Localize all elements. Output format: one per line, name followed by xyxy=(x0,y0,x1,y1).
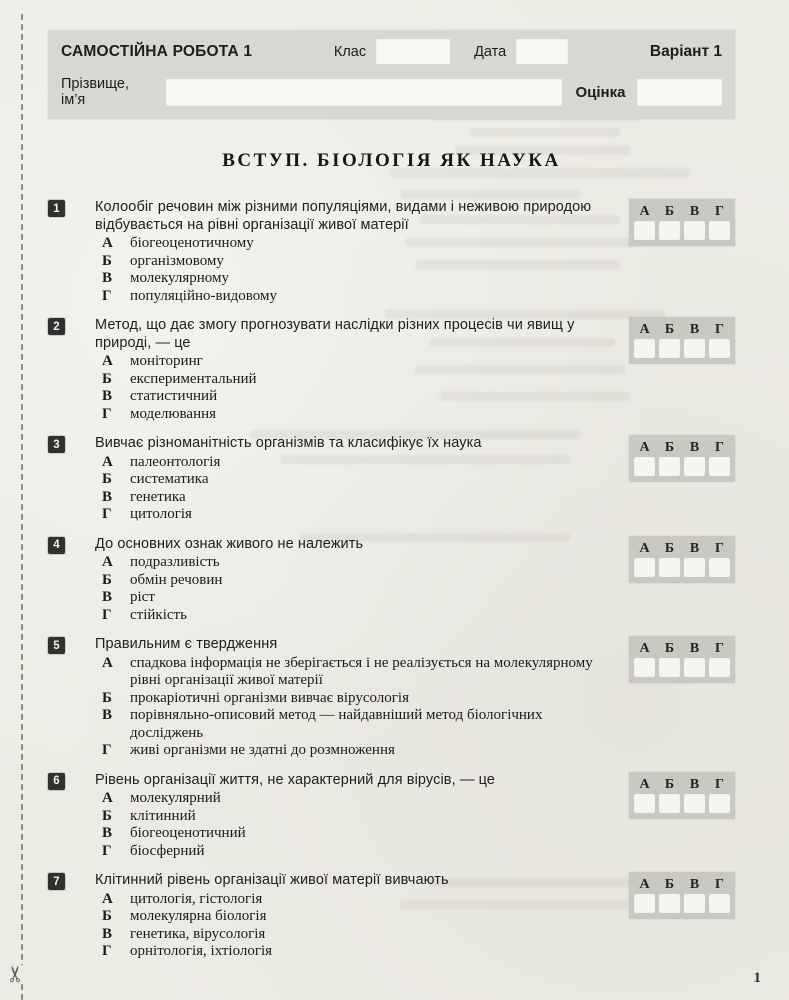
option-text: стійкість xyxy=(130,606,187,623)
option-text: цитологія, гістологія xyxy=(130,890,263,907)
answer-option xyxy=(95,825,611,843)
answer-checkbox[interactable] xyxy=(659,894,680,913)
answer-grid-letter: А xyxy=(639,204,650,219)
answer-grid-letter: Г xyxy=(715,204,724,219)
answer-option xyxy=(95,943,611,961)
worksheet-header xyxy=(48,30,735,119)
option-text: прокаріотичні організми вивчає вірусологія xyxy=(130,689,410,706)
question-number-badge: 5 xyxy=(48,637,65,654)
answer-option xyxy=(95,235,611,253)
option-letter: Г xyxy=(102,287,112,304)
question-body xyxy=(95,199,625,305)
answer-option xyxy=(95,891,611,909)
option-text: живі організми не здатні до розмноження xyxy=(130,742,395,758)
answer-grid-letter: А xyxy=(639,776,650,792)
answer-checkbox[interactable] xyxy=(634,457,655,476)
answer-option xyxy=(95,572,611,590)
answer-option xyxy=(95,742,611,760)
answer-checkbox[interactable] xyxy=(709,558,730,577)
option-text: біосферний xyxy=(130,842,205,859)
answer-checkbox[interactable] xyxy=(709,794,730,813)
answer-grid-boxes xyxy=(634,558,730,577)
answer-option xyxy=(95,253,611,271)
question-stem: Вивчає різноманітність організмів та класифікує їх наука xyxy=(95,435,482,451)
option-letter: Б xyxy=(102,689,112,706)
option-letter: А xyxy=(102,554,113,570)
question-options xyxy=(95,655,611,760)
question-stem: Клітинний рівень організації живої матерії вивчають xyxy=(95,872,449,888)
answer-option xyxy=(95,471,611,489)
answer-option xyxy=(95,406,611,424)
answer-checkbox[interactable] xyxy=(709,221,730,240)
answer-checkbox[interactable] xyxy=(659,339,680,358)
question-block xyxy=(48,199,735,305)
option-letter: Г xyxy=(102,606,112,623)
answer-option xyxy=(95,589,611,607)
option-text: організмовому xyxy=(130,252,224,269)
question-number-badge: 7 xyxy=(48,873,65,890)
question-body xyxy=(95,872,625,961)
question-body xyxy=(95,636,625,760)
answer-grid-boxes xyxy=(634,658,730,677)
question-stem: До основних ознак живого не належить xyxy=(95,535,364,552)
option-text: цитологія xyxy=(130,506,192,522)
option-letter: А xyxy=(102,235,113,251)
question-block xyxy=(48,772,735,861)
option-text: молекулярна біологія xyxy=(130,908,267,924)
option-letter: Б xyxy=(102,908,112,924)
answer-grid xyxy=(629,772,735,819)
answer-grid-letters xyxy=(634,776,730,794)
answer-grid-boxes xyxy=(634,794,730,813)
option-letter: В xyxy=(102,589,113,605)
option-letter: Б xyxy=(102,370,112,387)
option-letter: Г xyxy=(102,842,112,859)
date-field[interactable] xyxy=(516,39,568,64)
answer-grid-letter: В xyxy=(689,322,700,337)
answer-grid-letter: В xyxy=(689,776,700,792)
answer-option xyxy=(95,288,611,306)
answer-grid-boxes xyxy=(634,457,730,476)
variant-label: Варіант 1 xyxy=(649,42,722,60)
question-options xyxy=(95,353,611,423)
option-text: біогеоценотичний xyxy=(130,825,246,841)
answer-option xyxy=(95,506,611,524)
answer-option xyxy=(95,454,611,472)
answer-option xyxy=(95,607,611,625)
option-letter: Б xyxy=(102,471,112,487)
answer-grid-letters xyxy=(634,439,730,457)
question-stem: Метод, що дає змогу прогнозувати наслідки різних процесів чи явищ у природі, — це xyxy=(95,317,575,351)
answer-grid-letter: Б xyxy=(664,322,675,337)
answer-grid xyxy=(629,199,735,246)
question-number-badge: 2 xyxy=(48,318,65,335)
answer-grid-letter: В xyxy=(689,204,700,219)
question-number-badge: 6 xyxy=(48,773,65,790)
answer-checkbox[interactable] xyxy=(684,457,705,476)
option-text: моделювання xyxy=(130,405,217,422)
question-stem: Колообіг речовин між різними популяціями, видами і неживою природою відбувається на рівні організації живої матерії xyxy=(95,199,592,233)
date-label: Дата xyxy=(474,43,507,60)
answer-checkbox[interactable] xyxy=(709,894,730,913)
option-letter: Г xyxy=(102,506,112,522)
answer-option xyxy=(95,908,611,926)
question-block xyxy=(48,536,735,625)
answer-grid-letter: Г xyxy=(715,877,724,892)
option-text: обмін речовин xyxy=(130,571,223,588)
grade-field[interactable] xyxy=(637,79,722,106)
option-letter: А xyxy=(102,453,113,470)
option-letter: В xyxy=(102,488,113,505)
name-label: Прізвище, ім’я xyxy=(61,76,130,108)
option-text: експериментальний xyxy=(130,370,257,387)
answer-grid-letter: В xyxy=(689,877,700,892)
answer-grid-letter: Б xyxy=(664,641,675,656)
answer-option xyxy=(95,388,611,406)
answer-checkbox[interactable] xyxy=(659,658,680,677)
question-options xyxy=(95,891,611,961)
answer-checkbox[interactable] xyxy=(709,339,730,358)
answer-checkbox[interactable] xyxy=(634,339,655,358)
option-text: популяційно-видовому xyxy=(130,287,277,304)
option-text: орнітологія, іхтіологія xyxy=(130,943,273,959)
class-field[interactable] xyxy=(376,39,450,64)
answer-option xyxy=(95,808,611,826)
question-block xyxy=(48,636,735,760)
option-letter: Б xyxy=(102,571,112,588)
answer-checkbox[interactable] xyxy=(659,457,680,476)
option-letter: Г xyxy=(102,405,112,422)
answer-option xyxy=(95,655,611,690)
question-block xyxy=(48,435,735,524)
header-row-top xyxy=(61,39,722,64)
answer-checkbox[interactable] xyxy=(684,221,705,240)
option-text: палеонтологія xyxy=(130,453,221,470)
answer-grid xyxy=(629,536,735,583)
questions-list xyxy=(48,199,735,961)
question-number-badge: 4 xyxy=(48,537,65,554)
answer-grid-letter: В xyxy=(689,540,700,556)
option-text: біогеоценотичному xyxy=(130,235,254,251)
answer-grid-boxes xyxy=(634,221,730,240)
scissors-icon: ✂ xyxy=(0,965,32,983)
option-letter: Г xyxy=(102,943,112,959)
header-row-bottom xyxy=(61,76,722,108)
question-body xyxy=(95,317,625,423)
answer-option xyxy=(95,489,611,507)
question-number-badge: 1 xyxy=(48,200,65,217)
answer-checkbox[interactable] xyxy=(634,658,655,677)
class-label: Клас xyxy=(333,43,367,60)
answer-grid-letter: В xyxy=(689,440,700,455)
option-text: молекулярному xyxy=(130,270,229,286)
option-letter: Б xyxy=(102,252,112,269)
answer-grid-letters xyxy=(634,640,730,658)
question-options xyxy=(95,235,611,305)
option-text: порівняльно-описовий метод — найдавніший метод біологічних досліджень xyxy=(130,707,543,741)
answer-grid-letters xyxy=(634,540,730,558)
answer-grid-letters xyxy=(634,321,730,339)
answer-option xyxy=(95,926,611,944)
answer-grid-letter: Б xyxy=(664,204,675,219)
option-text: молекулярний xyxy=(130,790,221,806)
question-stem: Правильним є твердження xyxy=(95,636,278,652)
option-letter: В xyxy=(102,707,113,723)
answer-grid-letter: Б xyxy=(664,877,675,892)
answer-grid-letter: А xyxy=(639,641,650,656)
question-body xyxy=(95,435,625,524)
answer-grid xyxy=(629,317,735,364)
option-text: подразливість xyxy=(130,554,220,570)
answer-option xyxy=(95,371,611,389)
answer-grid-letter: Г xyxy=(715,322,724,337)
option-letter: А xyxy=(102,353,113,369)
question-block xyxy=(48,317,735,423)
answer-checkbox[interactable] xyxy=(659,794,680,813)
answer-option xyxy=(95,843,611,861)
option-letter: В xyxy=(102,388,113,404)
answer-grid-letter: В xyxy=(689,641,700,656)
option-letter: Б xyxy=(102,807,112,824)
option-letter: В xyxy=(102,270,113,286)
grade-label: Оцінка xyxy=(575,83,626,101)
answer-grid-letter: Б xyxy=(664,776,675,792)
answer-grid xyxy=(629,636,735,683)
answer-grid-letter: Г xyxy=(715,440,724,455)
answer-option xyxy=(95,790,611,808)
page-title: ВСТУП. БІОЛОГІЯ ЯК НАУКА xyxy=(222,150,561,171)
answer-grid-boxes xyxy=(634,894,730,913)
option-text: моніторинг xyxy=(130,353,203,369)
answer-option xyxy=(95,690,611,708)
option-text: ріст xyxy=(130,589,155,605)
option-text: генетика xyxy=(130,488,186,505)
answer-grid xyxy=(629,435,735,482)
question-body xyxy=(95,772,625,861)
option-letter: В xyxy=(102,825,113,841)
option-text: систематика xyxy=(130,471,209,487)
answer-checkbox[interactable] xyxy=(709,457,730,476)
option-text: спадкова інформація не зберігається і не реалізується на молекулярному рівні організації живої матерії xyxy=(130,654,593,688)
answer-grid-letter: Г xyxy=(715,641,724,656)
answer-option xyxy=(95,353,611,371)
answer-checkbox[interactable] xyxy=(709,658,730,677)
answer-checkbox[interactable] xyxy=(634,221,655,240)
answer-grid-letters xyxy=(634,203,730,221)
question-block xyxy=(48,872,735,961)
question-stem: Рівень організації життя, не характерний для вірусів, — це xyxy=(95,771,495,788)
answer-grid-letter: Г xyxy=(715,540,724,556)
answer-grid-boxes xyxy=(634,339,730,358)
option-letter: А xyxy=(102,654,113,671)
answer-option xyxy=(95,554,611,572)
option-text: генетика, вірусологія xyxy=(130,925,266,942)
question-options xyxy=(95,790,611,860)
answer-grid-letter: А xyxy=(639,540,650,556)
question-body xyxy=(95,536,625,625)
answer-grid-letter: А xyxy=(639,440,650,455)
answer-option xyxy=(95,270,611,288)
answer-checkbox[interactable] xyxy=(684,894,705,913)
option-text: клітинний xyxy=(130,807,196,824)
option-letter: Г xyxy=(102,742,112,758)
answer-checkbox[interactable] xyxy=(659,221,680,240)
option-letter: В xyxy=(102,925,113,942)
question-options xyxy=(95,454,611,524)
option-letter: А xyxy=(102,790,113,806)
answer-checkbox[interactable] xyxy=(634,894,655,913)
answer-checkbox[interactable] xyxy=(634,794,655,813)
answer-grid-letters xyxy=(634,876,730,894)
answer-option xyxy=(95,707,611,742)
answer-grid-letter: Г xyxy=(715,776,724,792)
question-options xyxy=(95,554,611,624)
answer-grid xyxy=(629,872,735,919)
option-letter: А xyxy=(102,890,113,907)
answer-grid-letter: Б xyxy=(664,440,675,455)
answer-checkbox[interactable] xyxy=(659,558,680,577)
answer-checkbox[interactable] xyxy=(684,339,705,358)
answer-checkbox[interactable] xyxy=(684,794,705,813)
answer-checkbox[interactable] xyxy=(634,558,655,577)
option-text: статистичний xyxy=(130,388,218,404)
answer-checkbox[interactable] xyxy=(684,558,705,577)
answer-grid-letter: А xyxy=(639,877,650,892)
answer-checkbox[interactable] xyxy=(684,658,705,677)
answer-grid-letter: Б xyxy=(664,540,675,556)
question-number-badge: 3 xyxy=(48,436,65,453)
page-number: 1 xyxy=(753,970,761,986)
name-field[interactable] xyxy=(166,79,562,106)
answer-grid-letter: А xyxy=(639,322,650,337)
worksheet-title: САМОСТІЙНА РОБОТА 1 xyxy=(61,42,253,60)
